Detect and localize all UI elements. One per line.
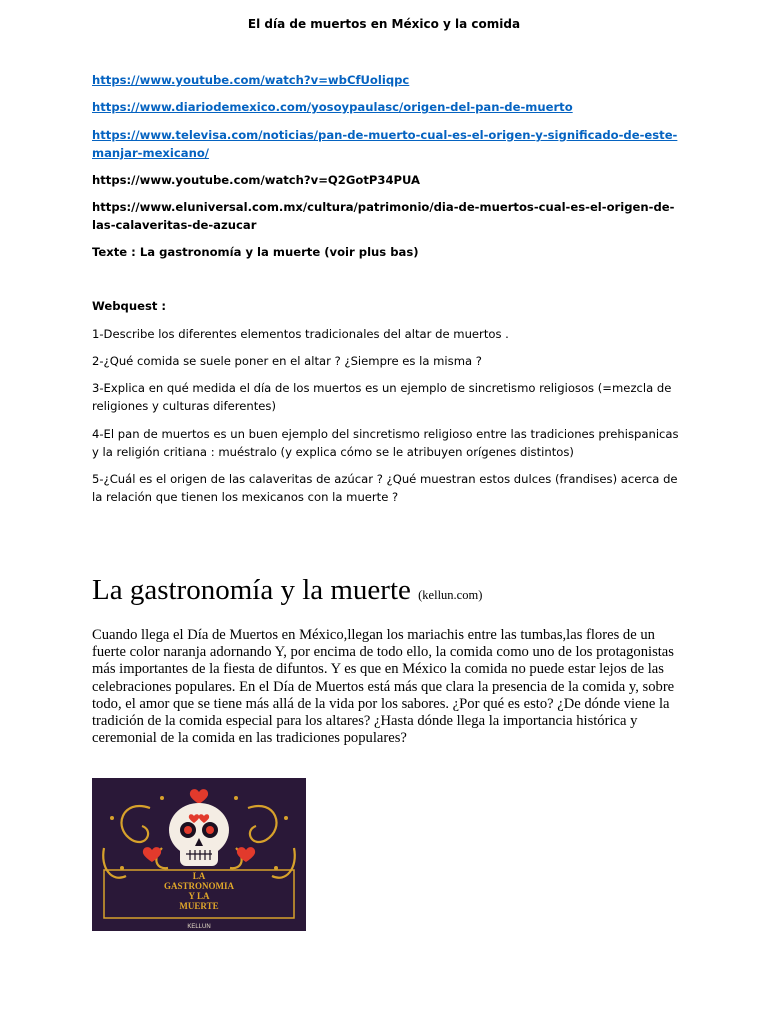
link-televisa[interactable] (92, 126, 682, 162)
poster-line-2: GASTRONOMIA (163, 881, 235, 891)
skull-poster-icon (92, 778, 306, 931)
link-text[interactable]: https://www.youtube.com/watch?v=wbCfUoliqpc (92, 73, 410, 87)
poster-line-4: MUERTE (179, 901, 219, 911)
question-4: 4-El pan de muertos es un buen ejemplo del sincretismo religioso entre las tradiciones prehispanicas y la religión critiana : muéstralo (y explica cómo se le atribuyen orígenes distintos) (92, 427, 679, 459)
webquest-label: Webquest : (92, 299, 167, 313)
question-2: 2-¿Qué comida se suele poner en el altar ? ¿Siempre es la misma ? (92, 354, 482, 368)
link-youtube-1[interactable] (92, 71, 682, 89)
article-source: (kellun.com) (418, 588, 483, 602)
link-text[interactable]: https://www.televisa.com/noticias/pan-de-muerto-cual-es-el-origen-y-significado-de-este-manjar-mexicano/ (92, 128, 678, 160)
question-1: 1-Describe los diferentes elementos tradicionales del altar de muertos . (92, 327, 509, 341)
plain-link-youtube-2: https://www.youtube.com/watch?v=Q2GotP34PUA (92, 173, 421, 187)
question-5: 5-¿Cuál es el origen de las calaveritas de azúcar ? ¿Qué muestran estos dulces (frandises) acerca de la relación que tienen los mexicanos con la muerte ? (92, 472, 678, 504)
article-title: La gastronomía y la muerte (92, 574, 411, 606)
plain-link-eluniversal: https://www.eluniversal.com.mx/cultura/patrimonio/dia-de-muertos-cual-es-el-origen-de-las-calaveritas-de-azucar (92, 200, 675, 232)
link-text[interactable]: https://www.diariodemexico.com/yosoypaulasc/origen-del-pan-de-muerto (92, 100, 573, 114)
article-heading (92, 574, 692, 607)
poster-line-3: Y LA (188, 891, 210, 901)
poster-brand: KELLUN (187, 924, 211, 930)
article-body: Cuando llega el Día de Muertos en México,llegan los mariachis entre las tumbas,las flores de un fuerte color naranja adornando Y, por encima de todo ello, la comida como uno de los protagonistas más importantes de la fiesta de difuntos. Y es que en México la comida no puede estar lejos de las celebraciones populares. En el Día de Muertos está más que clara la presencia de la comida y, sobre todo, el amor que se tiene más allá de la vida por los sabores. ¿Por qué es esto? ¿De dónde viene la tradición de la comida especial para los altares? ¿Hasta dónde llega la importancia histórica y ceremonial de la comida en las tradiciones populares? (92, 627, 675, 747)
link-diariodemexico[interactable] (92, 98, 682, 116)
question-3: 3-Explica en qué medida el día de los muertos es un ejemplo de sincretismo religiosos (=mezcla de religiones y culturas diferentes) (92, 381, 672, 413)
page-title: El día de muertos en México y la comida (247, 17, 521, 31)
article-image (92, 778, 306, 931)
texte-note: Texte : La gastronomía y la muerte (voir plus bas) (92, 245, 419, 259)
poster-line-1: LA (192, 871, 206, 881)
